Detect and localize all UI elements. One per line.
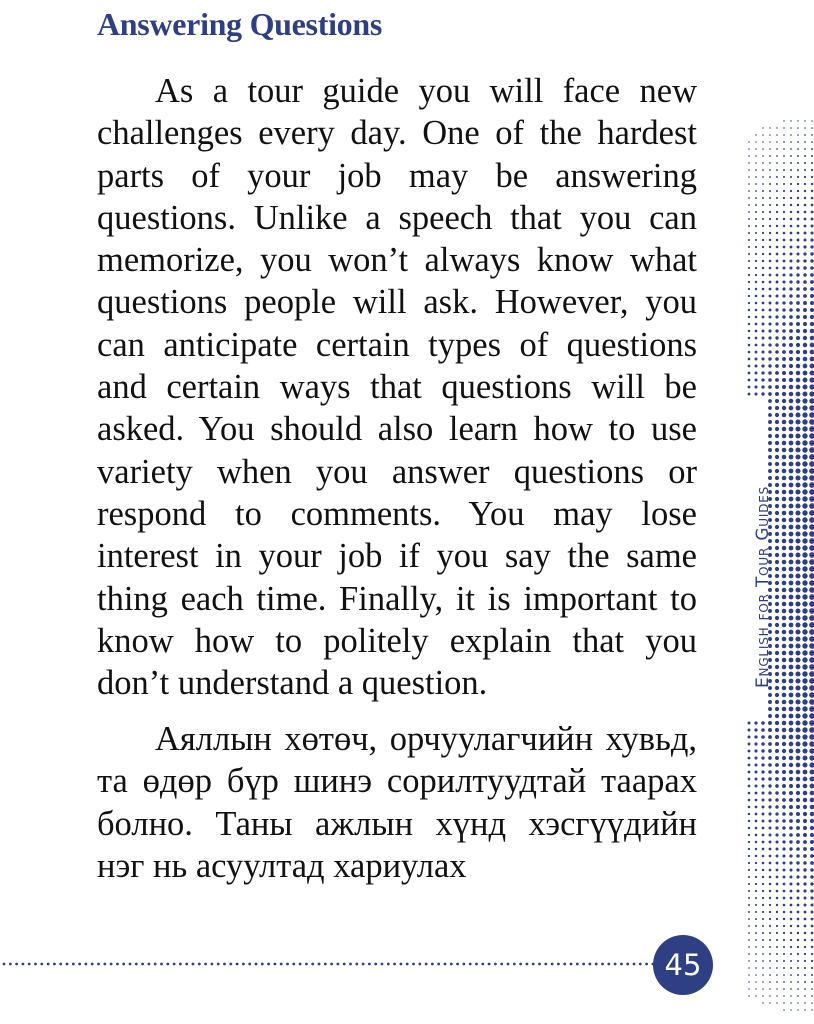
- mongolian-paragraph: Аяллын хөтөч, орчуулагчийн хувьд, та өдөр бүр шинэ сорилтуудтай таарах болно. Таны ажлын хүнд хэсгүүдийн нэг нь асуултад хариулах: [97, 720, 697, 885]
- section-heading: Answering Questions: [97, 6, 383, 42]
- footer-dotted-rule: [0, 958, 660, 970]
- english-paragraph: As a tour guide you will face new challenges every day. One of the hardest parts of your job may be answering questions. Unlike a speech that you can memorize, you won’t always know what questions people will ask. However, you can anticipate certain types of questions and certain ways that questions will be asked. You should also learn how to use variety when you answer questions or respond to comments. You may lose interest in your job if you say the same thing each time. Finally, it is important to know how to politely explain that you don’t understand a question.: [97, 72, 697, 703]
- page-number: 45: [664, 948, 702, 982]
- page-number-badge: [653, 935, 713, 995]
- book-title-text: English for Tour Guides: [753, 485, 773, 688]
